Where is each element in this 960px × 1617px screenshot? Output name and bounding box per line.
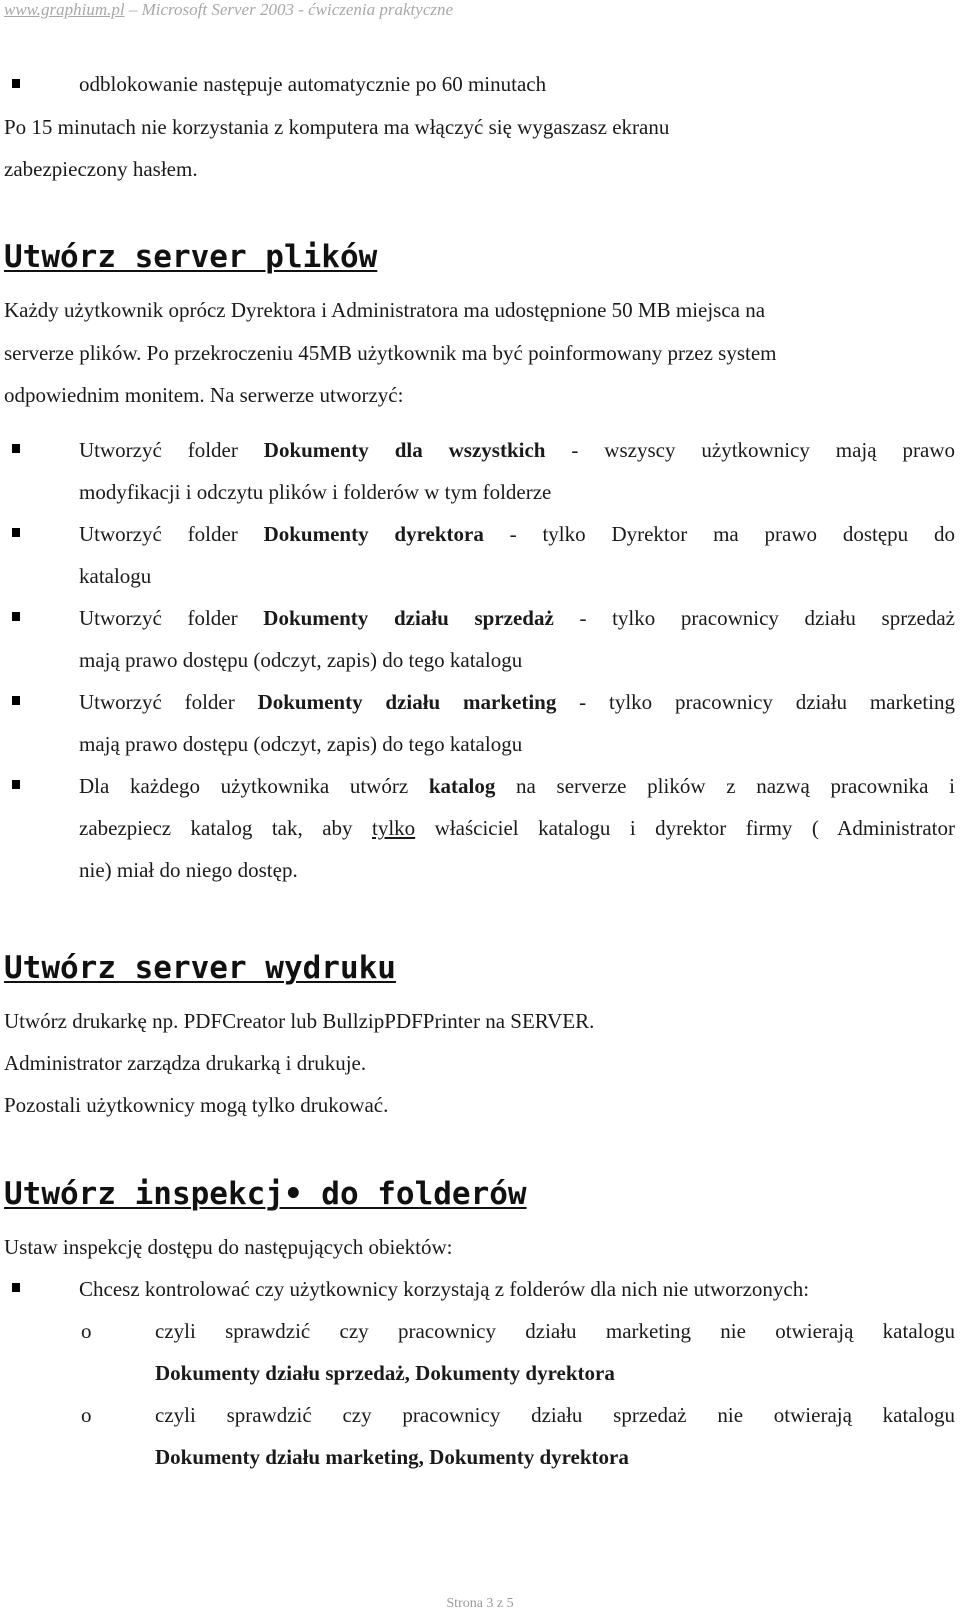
- audit-heading: Utwórz inspekcj• do folderów: [4, 1176, 527, 1212]
- audit-intro: Ustaw inspekcję dostępu do następujących obiektów:: [4, 1235, 453, 1259]
- file-server-paragraph-3: odpowiednim monitem. Na serwerze utworzyć:: [4, 383, 404, 407]
- page-number: Strona 3 z 5: [446, 1596, 514, 1611]
- audit-sub-item-2-line2: Dokumenty działu marketing, Dokumenty dyrektora: [155, 1445, 629, 1469]
- site-link[interactable]: www.graphium.pl: [4, 0, 125, 19]
- square-bullet-icon: [12, 696, 20, 705]
- page-header: [4, 0, 453, 20]
- folder-item-2: Utworzyć folder Dokumenty dyrektora - tylko Dyrektor ma prawo dostępu do: [79, 522, 955, 546]
- audit-bullet-text: Chcesz kontrolować czy użytkownicy korzystają z folderów dla nich nie utworzonych:: [79, 1277, 810, 1301]
- folder-item-1-line2: modyfikacji i odczytu plików i folderów w tym folderze: [79, 480, 552, 504]
- print-server-heading: Utwórz server wydruku: [4, 950, 396, 986]
- circle-bullet-icon: o: [81, 1403, 92, 1427]
- audit-sub-item-1-line2: Dokumenty działu sprzedaż, Dokumenty dyrektora: [155, 1361, 615, 1385]
- square-bullet-icon: [12, 612, 20, 621]
- folder-item-3: Utworzyć folder Dokumenty działu sprzedaż - tylko pracownicy działu sprzedaż: [79, 606, 955, 630]
- print-server-line-1: Utwórz drukarkę np. PDFCreator lub BullzipPDFPrinter na SERVER.: [4, 1009, 595, 1033]
- circle-bullet-icon: o: [81, 1319, 92, 1343]
- screensaver-text-1: Po 15 minutach nie korzystania z komputera ma włączyć się wygaszasz ekranu: [4, 115, 670, 139]
- audit-sub-item-1: czyli sprawdzić czy pracownicy działu marketing nie otwierają katalogu: [155, 1319, 955, 1343]
- folder-item-3-line2: mają prawo dostępu (odczyt, zapis) do tego katalogu: [79, 648, 523, 672]
- print-server-line-2: Administrator zarządza drukarką i drukuje.: [4, 1051, 367, 1075]
- header-separator: –: [124, 0, 142, 19]
- unlock-bullet-text: odblokowanie następuje automatycznie po 60 minutach: [79, 72, 547, 96]
- folder-item-5-line3: nie) miał do niego dostęp.: [79, 858, 298, 882]
- square-bullet-icon: [12, 79, 20, 88]
- folder-item-5-line2: zabezpiecz katalog tak, aby tylko właściciel katalogu i dyrektor firmy ( Administrator: [79, 816, 955, 840]
- folder-item-2-line2: katalogu: [79, 564, 152, 588]
- file-server-paragraph-2: serverze plików. Po przekroczeniu 45MB użytkownik ma być poinformowany przez system: [4, 341, 777, 365]
- square-bullet-icon: [12, 780, 20, 789]
- folder-item-4-line2: mają prawo dostępu (odczyt, zapis) do tego katalogu: [79, 732, 523, 756]
- screensaver-text-2: zabezpieczony hasłem.: [4, 157, 198, 181]
- audit-sub-item-2: czyli sprawdzić czy pracownicy działu sprzedaż nie otwierają katalogu: [155, 1403, 955, 1427]
- folder-item-5: Dla każdego użytkownika utwórz katalog na serverze plików z nazwą pracownika i: [79, 774, 955, 798]
- header-title: Microsoft Server 2003 - ćwiczenia praktyczne: [141, 0, 454, 19]
- file-server-paragraph-1: Każdy użytkownik oprócz Dyrektora i Administratora ma udostępnione 50 MB miejsca na: [4, 298, 766, 322]
- file-server-heading: Utwórz server plików: [4, 239, 378, 275]
- square-bullet-icon: [12, 444, 20, 453]
- square-bullet-icon: [12, 528, 20, 537]
- print-server-line-3: Pozostali użytkownicy mogą tylko drukować.: [4, 1093, 389, 1117]
- square-bullet-icon: [12, 1283, 20, 1292]
- folder-item-4: Utworzyć folder Dokumenty działu marketing - tylko pracownicy działu marketing: [79, 690, 955, 714]
- folder-item-1: Utworzyć folder Dokumenty dla wszystkich - wszyscy użytkownicy mają prawo: [79, 438, 955, 462]
